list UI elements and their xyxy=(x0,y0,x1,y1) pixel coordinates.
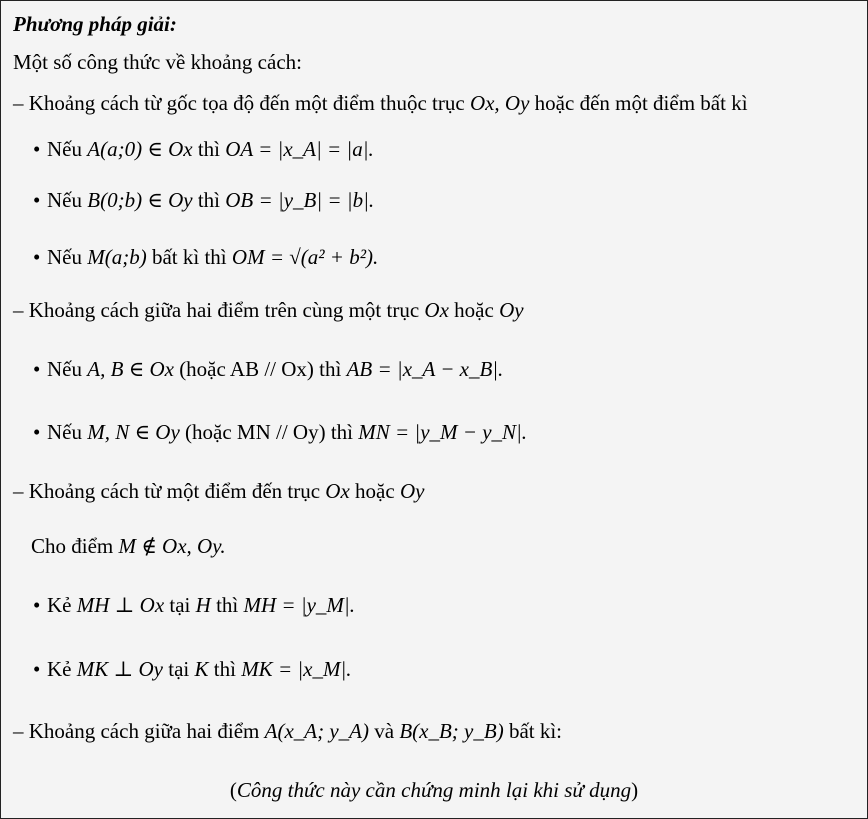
s1-item-3-lead: Nếu xyxy=(47,245,82,269)
s3-item-1 xyxy=(33,592,355,618)
bullet-icon: • xyxy=(33,420,41,444)
s1-item-2-then: thì xyxy=(197,188,221,212)
section4-point-a: A(x_A; y_A) xyxy=(264,719,369,743)
s1-item-1-then: thì xyxy=(197,137,221,161)
intro-text: Một số công thức về khoảng cách: xyxy=(13,50,302,74)
s2-item-1-lead: Nếu xyxy=(47,357,82,381)
s3-given-lead: Cho điểm xyxy=(31,534,114,558)
s1-item-1-lead: Nếu xyxy=(47,137,82,161)
section4-heading xyxy=(13,718,562,744)
section2-oy: Oy xyxy=(499,298,524,322)
s3-item-1-lead: Kẻ xyxy=(47,593,72,617)
section3-or: hoặc xyxy=(355,479,395,503)
section3-text-a: – Khoảng cách từ một điểm đến trục xyxy=(13,479,321,503)
s3-item-2-lead: Kẻ xyxy=(47,657,72,681)
s2-item-1 xyxy=(33,356,503,382)
s1-item-3-formula: OM = √(a² + b²). xyxy=(231,245,379,269)
s3-given-math: M ∉ Ox, Oy. xyxy=(118,534,226,558)
s3-item-2-pt: K xyxy=(194,657,209,681)
s3-item-2-cond: MK ⊥ Oy xyxy=(76,657,163,681)
s2-item-2-cond: M, N ∈ Oy xyxy=(87,420,180,444)
bullet-icon: • xyxy=(33,357,41,381)
section1-text-b: hoặc đến một điểm bất kì xyxy=(534,91,748,115)
section2-heading xyxy=(13,297,524,323)
s1-item-2-lead: Nếu xyxy=(47,188,82,212)
s3-item-1-then: thì xyxy=(216,593,239,617)
note-text: Công thức này cần chứng minh lại khi sử dụng xyxy=(236,778,632,802)
s3-item-1-at: tại xyxy=(169,593,191,617)
s1-item-1 xyxy=(33,136,374,162)
bullet-icon: • xyxy=(33,657,41,681)
s1-item-3-cond: M(a;b) xyxy=(87,245,147,269)
s3-given xyxy=(31,533,226,559)
section3-heading xyxy=(13,478,424,504)
section4-and: và xyxy=(374,719,395,743)
s3-item-1-pt: H xyxy=(195,593,211,617)
section1-axes: Ox, Oy xyxy=(469,91,530,115)
s1-item-1-formula: OA = |x_A| = |a|. xyxy=(225,137,374,161)
s3-item-2 xyxy=(33,656,351,682)
s1-item-3-mid: bất kì thì xyxy=(151,245,227,269)
s2-item-1-then: thì xyxy=(319,357,342,381)
heading: Phương pháp giải: xyxy=(13,12,177,36)
s1-item-2-formula: OB = |y_B| = |b|. xyxy=(225,188,375,212)
bullet-icon: • xyxy=(33,188,41,212)
section4-text-b: bất kì: xyxy=(508,719,563,743)
section1-heading xyxy=(13,90,748,116)
s3-item-2-then: thì xyxy=(213,657,236,681)
s2-item-2-formula: MN = |y_M − y_N|. xyxy=(358,420,528,444)
bullet-icon: • xyxy=(33,245,41,269)
bullet-icon: • xyxy=(33,593,41,617)
note-line: (Công thức này cần chứng minh lại khi sử dụng) xyxy=(229,778,639,802)
s3-item-2-formula: MK = |x_M|. xyxy=(241,657,352,681)
section3-oy: Oy xyxy=(399,479,425,503)
s2-item-1-paren: (hoặc AB // Ox) xyxy=(179,357,314,381)
s2-item-2-lead: Nếu xyxy=(47,420,82,444)
section2-or: hoặc xyxy=(454,298,494,322)
s2-item-2 xyxy=(33,419,527,445)
section4-point-b: B(x_B; y_B) xyxy=(399,719,504,743)
s3-item-2-at: tại xyxy=(168,657,190,681)
section1-text-a: – Khoảng cách từ gốc tọa độ đến một điểm thuộc trục xyxy=(13,91,465,115)
s3-item-1-formula: MH = |y_M|. xyxy=(243,593,355,617)
section2-text-a: – Khoảng cách giữa hai điểm trên cùng một trục xyxy=(13,298,420,322)
s2-item-1-formula: AB = |x_A − x_B|. xyxy=(346,357,504,381)
s1-item-2-cond: B(0;b) ∈ Oy xyxy=(87,188,193,212)
s1-item-3 xyxy=(33,244,378,270)
section2-ox: Ox xyxy=(424,298,449,322)
s3-item-1-cond: MH ⊥ Ox xyxy=(76,593,165,617)
s2-item-2-then: thì xyxy=(330,420,354,444)
bullet-icon: • xyxy=(33,137,41,161)
s2-item-2-paren: (hoặc MN // Oy) xyxy=(185,420,326,444)
s1-item-2 xyxy=(33,187,374,213)
section3-ox: Ox xyxy=(325,479,350,503)
s2-item-1-cond: A, B ∈ Ox xyxy=(87,357,174,381)
section4-text-a: – Khoảng cách giữa hai điểm xyxy=(13,719,260,743)
s1-item-1-cond: A(a;0) ∈ Ox xyxy=(87,137,193,161)
